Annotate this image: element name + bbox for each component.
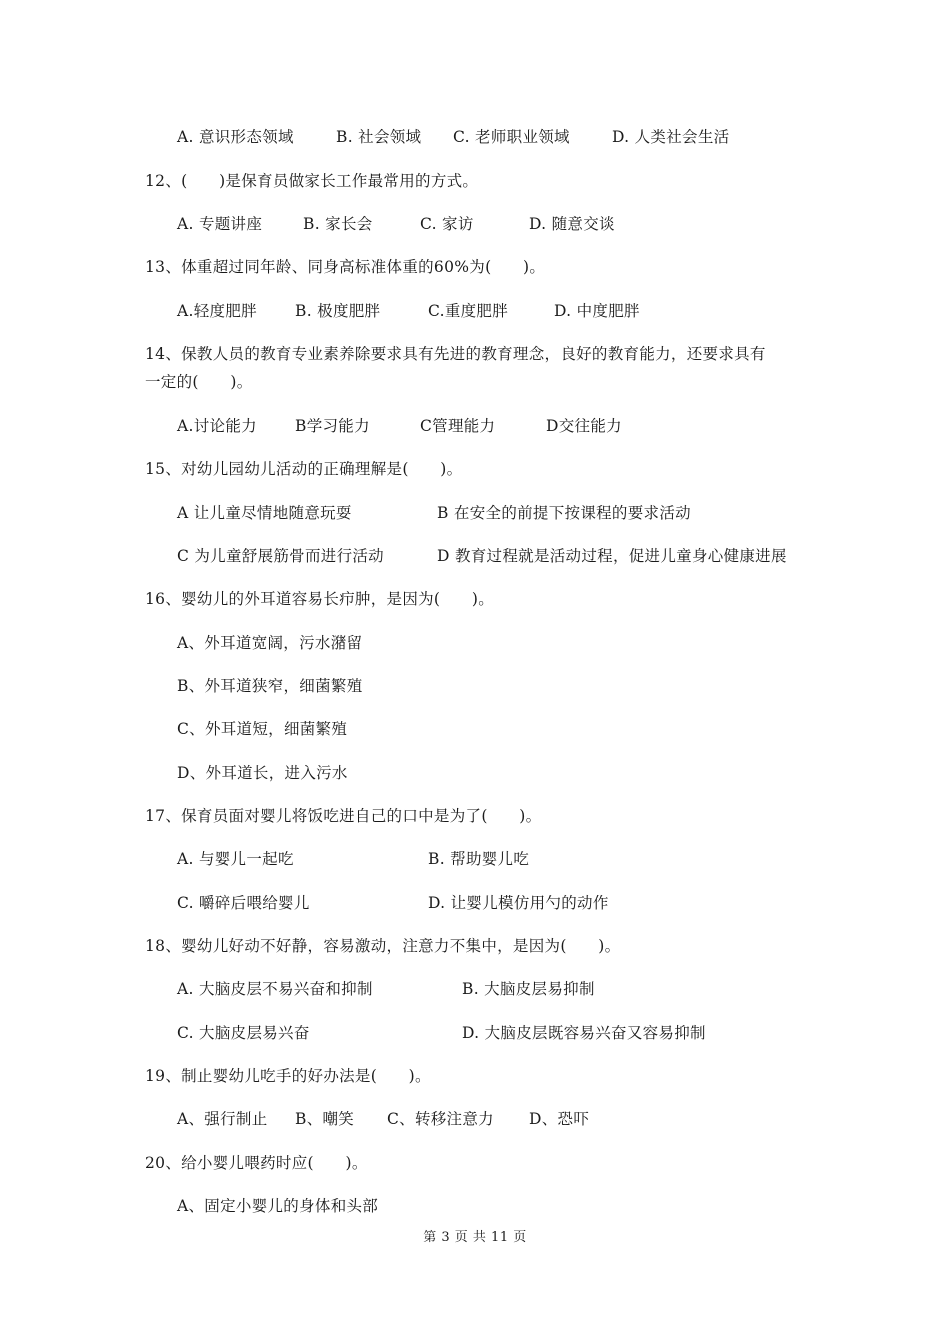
q18-option-c: C. 大脑皮层易兴奋 — [177, 1024, 310, 1042]
q17-option-d: D. 让婴儿模仿用勺的动作 — [428, 894, 609, 912]
q13-option-d: D. 中度肥胖 — [554, 302, 640, 320]
q18-option-d: D. 大脑皮层既容易兴奋又容易抑制 — [462, 1024, 706, 1042]
q18-stem: 18、婴幼儿好动不好静，容易激动，注意力不集中，是因为( )。 — [145, 937, 621, 955]
q13-option-a: A.轻度肥胖 — [177, 302, 257, 320]
q19-option-a: A、强行制止 — [177, 1110, 268, 1128]
q16-option-d: D、外耳道长，进入污水 — [177, 764, 348, 782]
q18-option-b: B. 大脑皮层易抑制 — [462, 980, 595, 998]
page-footer: 第 3 页 共 11 页 — [423, 1230, 527, 1245]
q19-stem: 19、制止婴幼儿吃手的好办法是( )。 — [145, 1067, 431, 1085]
q15-option-b: B 在安全的前提下按课程的要求活动 — [437, 504, 691, 522]
q16-stem: 16、婴幼儿的外耳道容易长疖肿，是因为( )。 — [145, 590, 495, 608]
q20-option-a: A、固定小婴儿的身体和头部 — [177, 1197, 379, 1215]
q20-stem: 20、给小婴儿喂药时应( )。 — [145, 1154, 368, 1172]
q14-option-d: D交往能力 — [546, 417, 622, 435]
q14-stem-line-2: 一定的( )。 — [145, 373, 253, 391]
q11-option-a: A. 意识形态领域 — [177, 128, 294, 146]
q12-option-a: A. 专题讲座 — [177, 215, 263, 233]
q14-option-b: B学习能力 — [295, 417, 370, 435]
q13-stem: 13、体重超过同年龄、同身高标准体重的60%为( )。 — [145, 258, 546, 276]
q12-option-c: C. 家访 — [420, 215, 474, 233]
q12-stem: 12、( )是保育员做家长工作最常用的方式。 — [145, 172, 479, 190]
q18-option-a: A. 大脑皮层不易兴奋和抑制 — [177, 980, 373, 998]
q16-option-b: B、外耳道狭窄，细菌繁殖 — [177, 677, 363, 695]
q11-option-b: B. 社会领域 — [336, 128, 422, 146]
q13-option-c: C.重度肥胖 — [428, 302, 509, 320]
q19-option-b: B、嘲笑 — [295, 1110, 355, 1128]
q15-option-c: C 为儿童舒展筋骨而进行活动 — [177, 547, 384, 565]
q15-option-a: A 让儿童尽情地随意玩耍 — [177, 504, 352, 522]
q14-option-a: A.讨论能力 — [177, 417, 257, 435]
q17-option-a: A. 与婴儿一起吃 — [177, 850, 294, 868]
q16-option-c: C、外耳道短，细菌繁殖 — [177, 720, 348, 738]
q19-option-d: D、恐吓 — [529, 1110, 590, 1128]
q14-option-c: C管理能力 — [420, 417, 496, 435]
q17-option-c: C. 嚼碎后喂给婴儿 — [177, 894, 310, 912]
q17-option-b: B. 帮助婴儿吃 — [428, 850, 530, 868]
q11-option-d: D. 人类社会生活 — [612, 128, 730, 146]
q14-stem-line-1: 14、保教人员的教育专业素养除要求具有先进的教育理念，良好的教育能力，还要求具有 — [145, 345, 766, 363]
q16-option-a: A、外耳道宽阔，污水潴留 — [177, 634, 363, 652]
q12-option-b: B. 家长会 — [303, 215, 373, 233]
q13-option-b: B. 极度肥胖 — [295, 302, 381, 320]
q15-option-d: D 教育过程就是活动过程，促进儿童身心健康进展 — [437, 547, 787, 565]
q12-option-d: D. 随意交谈 — [529, 215, 615, 233]
q15-stem: 15、对幼儿园幼儿活动的正确理解是( )。 — [145, 460, 463, 478]
q19-option-c: C、转移注意力 — [387, 1110, 494, 1128]
q11-option-c: C. 老师职业领域 — [453, 128, 570, 146]
q17-stem: 17、保育员面对婴儿将饭吃进自己的口中是为了( )。 — [145, 807, 542, 825]
